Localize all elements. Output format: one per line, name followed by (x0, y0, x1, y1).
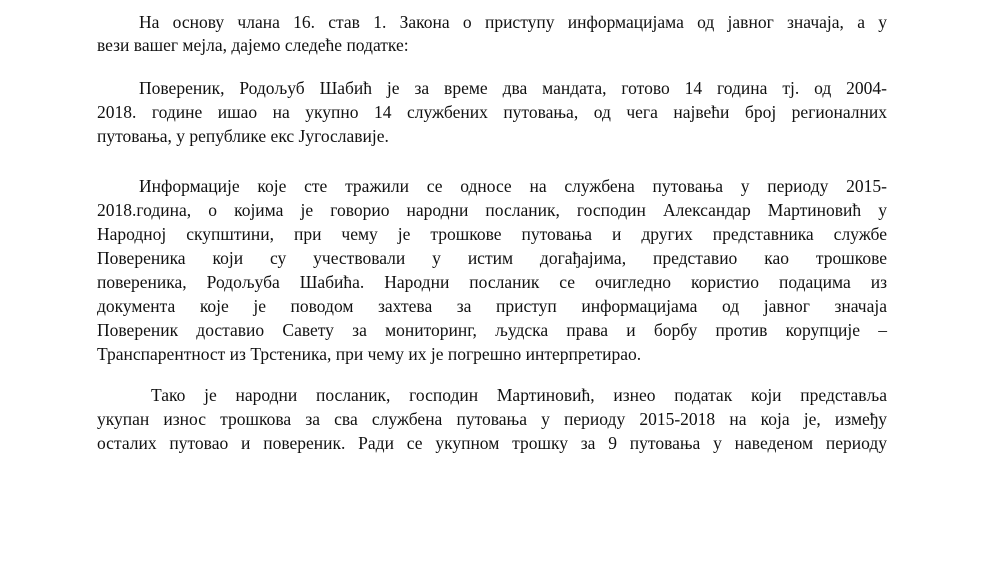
paragraph-3-line-8: Транспарентност из Трстеника, при чему их је погрешно интерпретирао. (97, 344, 642, 364)
paragraph-4-line-3: осталих путовао и повереник. Ради се укупном трошку за 9 путовања у наведеном периоду (97, 433, 887, 453)
paragraph-2-line-1: Повереник, Родољуб Шабић је за време два мандата, готово 14 година тј. од 2004- (139, 78, 887, 98)
paragraph-3-line-5: повереника, Родољуба Шабића. Народни посланик се очигледно користио подацима из (97, 272, 887, 292)
paragraph-1-line-2: вези вашег мејла, дајемо следеће податке: (97, 35, 409, 55)
paragraph-3-line-3: Народној скупштини, при чему је трошкове путовања и других представника службе (97, 224, 887, 244)
paragraph-2-line-3: путовања, у републике екс Југославије. (97, 126, 389, 146)
paragraph-3-line-4: Повереника који су учествовали у истим догађајима, представио као трошкове (97, 248, 887, 268)
paragraph-3-line-2: 2018.година, о којима је говорио народни посланик, господин Александар Мартиновић у (97, 200, 887, 220)
paragraph-3-line-6: документа које је поводом захтева за приступ информацијама од јавног значаја (97, 296, 887, 316)
paragraph-3-line-7: Повереник доставио Савету за мониторинг, људска права и борбу против корупције – (97, 320, 887, 340)
paragraph-4-line-2: укупан износ трошкова за сва службена путовања у периоду 2015-2018 на која је, између (97, 409, 887, 429)
paragraph-2-line-2: 2018. године ишао на укупно 14 службених путовања, од чега највећи број регионалних (97, 102, 887, 122)
paragraph-3-line-1: Информације које сте тражили се односе на службена путовања у периоду 2015- (139, 176, 887, 196)
paragraph-1-line-1: На основу члана 16. став 1. Закона о приступу информацијама од јавног значаја, а у (139, 12, 887, 32)
paragraph-4-line-1: Тако је народни посланик, господин Мартиновић, изнео податак који представља (151, 385, 887, 405)
